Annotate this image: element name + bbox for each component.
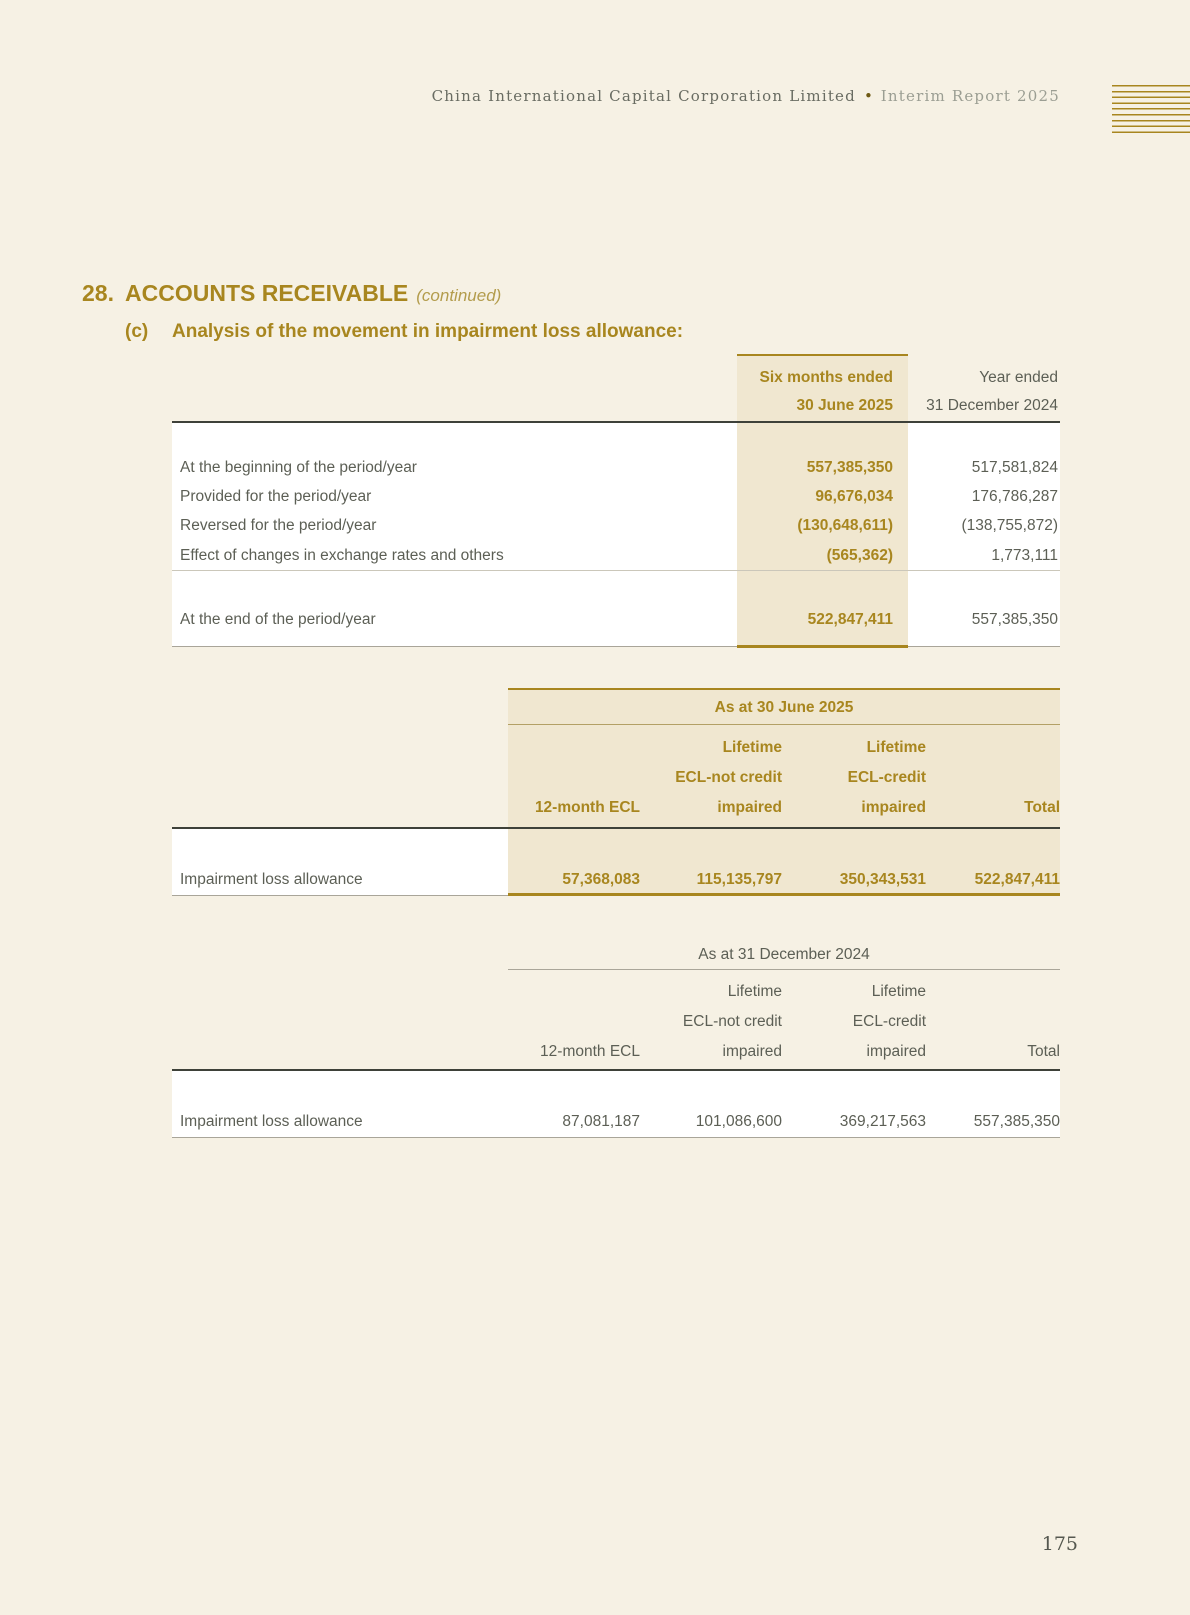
- column-header: Total: [1027, 1043, 1060, 1060]
- column-header: impaired: [861, 799, 926, 816]
- table-row: [172, 544, 1060, 568]
- current-period-header-line1: Six months ended: [759, 369, 893, 386]
- separator-bullet: •: [863, 87, 873, 105]
- row-prior-value: 557,385,350: [971, 611, 1058, 628]
- subsection-title: Analysis of the movement in impairment loss allowance:: [172, 321, 684, 342]
- section-continued: (continued): [416, 286, 502, 305]
- prior-period-header-line2: 31 December 2024: [926, 397, 1058, 414]
- ecl-current-table-top-border: [508, 688, 1060, 690]
- row-value: 557,385,350: [973, 1113, 1060, 1130]
- ecl-prior-table-bottom-rule: [172, 1137, 1060, 1138]
- section-heading: [82, 278, 501, 308]
- table-total-row: [172, 608, 1060, 632]
- column-header: impaired: [722, 1043, 782, 1060]
- row-value: 87,081,187: [562, 1113, 640, 1130]
- row-value: 101,086,600: [695, 1113, 782, 1130]
- page-number: 175: [1041, 1533, 1078, 1555]
- current-period-header-line2: 30 June 2025: [796, 397, 893, 414]
- row-current-value: (130,648,611): [797, 517, 893, 534]
- row-label: At the end of the period/year: [180, 611, 376, 628]
- ecl-current-table-bottom-border: [508, 893, 1060, 896]
- column-header: impaired: [717, 799, 782, 816]
- company-name: China International Capital Corporation Limited: [431, 87, 856, 105]
- movement-table-highlight-bottom-border: [737, 645, 908, 648]
- row-label: At the beginning of the period/year: [180, 459, 417, 476]
- ecl-current-table-header-rule: [172, 827, 1060, 829]
- row-value: 57,368,083: [562, 871, 640, 888]
- row-prior-value: 1,773,111: [991, 547, 1058, 564]
- row-current-value: (565,362): [826, 547, 893, 564]
- ecl-prior-table-title: As at 31 December 2024: [698, 946, 870, 963]
- row-value: 115,135,797: [696, 871, 782, 888]
- column-header: ECL-credit: [847, 769, 926, 786]
- row-prior-value: 517,581,824: [971, 459, 1058, 476]
- ecl-current-table-title: As at 30 June 2025: [714, 699, 854, 716]
- section-title: ACCOUNTS RECEIVABLE: [125, 280, 409, 306]
- running-head: [172, 84, 1060, 108]
- column-header: Total: [1024, 799, 1060, 816]
- row-value: 522,847,411: [974, 871, 1060, 888]
- ecl-current-table-highlight-block: [508, 690, 1060, 895]
- column-header: impaired: [866, 1043, 926, 1060]
- row-value: 350,343,531: [839, 871, 926, 888]
- column-header: 12-month ECL: [540, 1043, 640, 1060]
- gold-lines-decoration-icon: [1112, 85, 1190, 134]
- prior-period-header-line1: Year ended: [979, 369, 1058, 386]
- subsection-label: (c): [125, 321, 149, 342]
- column-header: 12-month ECL: [534, 799, 640, 816]
- movement-table-highlight-top-border: [737, 354, 908, 356]
- column-header: Lifetime: [866, 739, 926, 756]
- row-label: Impairment loss allowance: [180, 1113, 363, 1130]
- row-prior-value: 176,786,287: [971, 488, 1058, 505]
- subsection-heading: [125, 318, 683, 345]
- row-current-value: 96,676,034: [815, 488, 893, 505]
- ecl-prior-table-header-rule: [172, 1069, 1060, 1071]
- section-number: 28.: [82, 280, 114, 306]
- row-current-value: 557,385,350: [806, 459, 893, 476]
- movement-table-header-row-2: [172, 394, 1060, 418]
- ecl-current-table-title-rule: [508, 724, 1060, 725]
- row-label: Impairment loss allowance: [180, 871, 363, 888]
- row-label: Reversed for the period/year: [180, 517, 377, 534]
- column-header: ECL-not credit: [675, 769, 782, 786]
- ecl-current-table-bottom-rule: [172, 895, 508, 896]
- movement-table-bottom-rule: [172, 646, 1060, 647]
- row-prior-value: (138,755,872): [961, 517, 1058, 534]
- table-row: [172, 485, 1060, 509]
- movement-table-header-rule: [172, 421, 1060, 423]
- movement-table-header-row-1: [172, 366, 1060, 390]
- row-label: Effect of changes in exchange rates and others: [180, 547, 504, 564]
- ecl-prior-table-title-rule: [508, 969, 1060, 970]
- column-header: Lifetime: [727, 983, 782, 1000]
- table-row: [172, 514, 1060, 538]
- column-header: ECL-credit: [852, 1013, 926, 1030]
- column-header: Lifetime: [871, 983, 926, 1000]
- column-header: Lifetime: [722, 739, 782, 756]
- row-label: Provided for the period/year: [180, 488, 372, 505]
- row-value: 369,217,563: [839, 1113, 926, 1130]
- movement-table-subtotal-rule: [172, 570, 1060, 571]
- report-title: Interim Report 2025: [880, 87, 1060, 105]
- table-row: [172, 456, 1060, 480]
- row-current-value: 522,847,411: [807, 611, 893, 628]
- column-header: ECL-not credit: [682, 1013, 782, 1030]
